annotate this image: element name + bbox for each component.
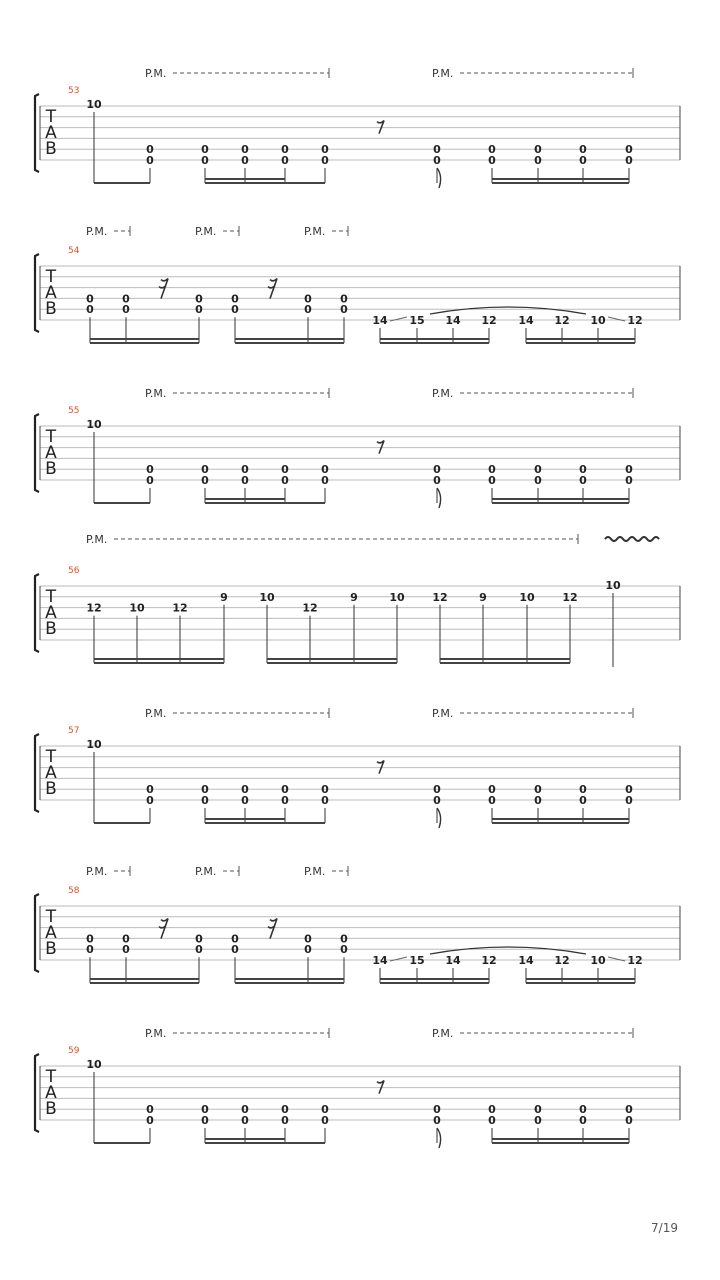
palm-mute-label: P.M. bbox=[86, 533, 108, 546]
tab-system-59 bbox=[35, 1027, 680, 1148]
tab-system-54 bbox=[35, 225, 680, 343]
fret-number: 0 bbox=[241, 783, 249, 797]
fret-number: 10 bbox=[86, 738, 102, 751]
fret-number: 0 bbox=[122, 932, 130, 946]
fret-number: 0 bbox=[534, 794, 542, 807]
fret-number: 0 bbox=[201, 783, 209, 797]
tab-clef-letter: T bbox=[45, 747, 57, 767]
tab-clef-letter: B bbox=[45, 459, 57, 479]
tab-clef-letter: A bbox=[45, 603, 57, 623]
fret-number: 0 bbox=[433, 794, 441, 807]
system-bracket bbox=[35, 574, 39, 652]
tab-system-58 bbox=[35, 865, 680, 983]
fret-number: 0 bbox=[579, 794, 587, 807]
fret-number: 0 bbox=[201, 1114, 209, 1127]
fret-number: 0 bbox=[241, 474, 249, 487]
system-bracket bbox=[35, 254, 39, 332]
fret-number: 0 bbox=[281, 143, 289, 157]
palm-mute-label: P.M. bbox=[304, 865, 326, 878]
fret-number: 0 bbox=[625, 463, 633, 477]
tab-clef-letter: T bbox=[45, 427, 57, 447]
fret-number: 0 bbox=[433, 463, 441, 477]
fret-number: 0 bbox=[304, 292, 312, 306]
tab-clef-letter: B bbox=[45, 619, 57, 639]
fret-number: 0 bbox=[281, 794, 289, 807]
palm-mute-label: P.M. bbox=[432, 387, 454, 400]
tab-clef-letter: B bbox=[45, 139, 57, 159]
fret-number: 0 bbox=[534, 474, 542, 487]
bar-number: 53 bbox=[68, 86, 80, 96]
fret-number: 0 bbox=[241, 143, 249, 157]
fret-number: 0 bbox=[231, 292, 239, 306]
palm-mute-label: P.M. bbox=[145, 387, 167, 400]
slur bbox=[430, 947, 586, 954]
fret-number: 0 bbox=[321, 143, 329, 157]
tab-clef-letter: A bbox=[45, 123, 57, 143]
fret-number: 0 bbox=[146, 154, 154, 167]
tab-system-53 bbox=[35, 67, 680, 188]
fret-number: 0 bbox=[231, 943, 239, 957]
fret-number: 0 bbox=[201, 474, 209, 487]
fret-number: 0 bbox=[579, 783, 587, 797]
fret-number: 0 bbox=[122, 303, 130, 317]
fret-number: 14 bbox=[372, 314, 388, 327]
fret-number: 0 bbox=[321, 1103, 329, 1117]
tab-clef-letter: B bbox=[45, 939, 57, 959]
tab-clef-letter: T bbox=[45, 267, 57, 287]
palm-mute-label: P.M. bbox=[432, 1027, 454, 1040]
tab-system-56 bbox=[35, 533, 680, 667]
fret-number: 0 bbox=[146, 474, 154, 487]
fret-number: 10 bbox=[590, 314, 606, 327]
fret-number: 10 bbox=[605, 579, 621, 592]
palm-mute-label: P.M. bbox=[86, 225, 108, 238]
fret-number: 0 bbox=[201, 1103, 209, 1117]
fret-number: 0 bbox=[433, 1103, 441, 1117]
note-flag bbox=[437, 808, 441, 828]
fret-number: 0 bbox=[241, 1103, 249, 1117]
fret-number: 0 bbox=[321, 154, 329, 167]
bar-number: 54 bbox=[68, 246, 80, 256]
fret-number: 0 bbox=[625, 143, 633, 157]
palm-mute-label: P.M. bbox=[145, 1027, 167, 1040]
fret-number: 0 bbox=[201, 143, 209, 157]
fret-number: 0 bbox=[281, 463, 289, 477]
tab-clef-letter: A bbox=[45, 923, 57, 943]
fret-number: 0 bbox=[201, 794, 209, 807]
fret-number: 0 bbox=[281, 1103, 289, 1117]
fret-number: 0 bbox=[304, 932, 312, 946]
fret-number: 10 bbox=[86, 98, 102, 111]
fret-number: 14 bbox=[372, 954, 388, 967]
fret-number: 0 bbox=[579, 1114, 587, 1127]
palm-mute-label: P.M. bbox=[145, 707, 167, 720]
fret-number: 12 bbox=[554, 314, 570, 327]
bar-number: 55 bbox=[68, 406, 80, 416]
fret-number: 0 bbox=[281, 474, 289, 487]
fret-number: 0 bbox=[321, 1114, 329, 1127]
note-flag bbox=[437, 168, 441, 188]
fret-number: 10 bbox=[590, 954, 606, 967]
fret-number: 12 bbox=[627, 954, 643, 967]
fret-number: 0 bbox=[195, 303, 203, 317]
fret-number: 12 bbox=[432, 590, 448, 604]
fret-number: 0 bbox=[488, 154, 496, 167]
bar-number: 57 bbox=[68, 726, 80, 736]
system-bracket bbox=[35, 94, 39, 172]
fret-number: 0 bbox=[433, 1114, 441, 1127]
fret-number: 0 bbox=[625, 794, 633, 807]
system-bracket bbox=[35, 894, 39, 972]
fret-number: 0 bbox=[195, 932, 203, 946]
tab-clef-letter: B bbox=[45, 779, 57, 799]
fret-number: 0 bbox=[195, 943, 203, 957]
tab-clef-letter: T bbox=[45, 107, 57, 127]
fret-number: 0 bbox=[86, 932, 94, 946]
palm-mute-label: P.M. bbox=[86, 865, 108, 878]
fret-number: 14 bbox=[445, 314, 461, 327]
fret-number: 0 bbox=[625, 1103, 633, 1117]
fret-number: 0 bbox=[146, 794, 154, 807]
fret-number: 0 bbox=[488, 794, 496, 807]
fret-number: 0 bbox=[433, 143, 441, 157]
fret-number: 14 bbox=[518, 314, 534, 327]
fret-number: 15 bbox=[409, 954, 425, 967]
palm-mute-label: P.M. bbox=[145, 67, 167, 80]
fret-number: 0 bbox=[488, 474, 496, 487]
fret-number: 15 bbox=[409, 314, 425, 327]
fret-number: 0 bbox=[340, 943, 348, 957]
palm-mute-label: P.M. bbox=[432, 67, 454, 80]
fret-number: 0 bbox=[579, 1103, 587, 1117]
palm-mute-label: P.M. bbox=[432, 707, 454, 720]
palm-mute-label: P.M. bbox=[195, 225, 217, 238]
fret-number: 0 bbox=[579, 154, 587, 167]
fret-number: 0 bbox=[433, 474, 441, 487]
fret-number: 9 bbox=[350, 590, 358, 604]
tab-clef-letter: A bbox=[45, 1083, 57, 1103]
fret-number: 0 bbox=[122, 292, 130, 306]
tab-system-55 bbox=[35, 387, 680, 508]
note-flag bbox=[437, 488, 441, 508]
fret-number: 0 bbox=[579, 143, 587, 157]
fret-number: 0 bbox=[146, 1103, 154, 1117]
fret-number: 0 bbox=[321, 783, 329, 797]
fret-number: 12 bbox=[562, 590, 578, 604]
fret-number: 0 bbox=[534, 783, 542, 797]
tab-clef-letter: B bbox=[45, 1099, 57, 1119]
fret-number: 0 bbox=[340, 932, 348, 946]
fret-number: 0 bbox=[231, 303, 239, 317]
note-flag bbox=[437, 1128, 441, 1148]
fret-number: 12 bbox=[627, 314, 643, 327]
fret-number: 0 bbox=[195, 292, 203, 306]
fret-number: 12 bbox=[481, 954, 497, 967]
fret-number: 0 bbox=[304, 303, 312, 317]
fret-number: 0 bbox=[86, 303, 94, 317]
fret-number: 12 bbox=[302, 601, 318, 615]
fret-number: 0 bbox=[201, 154, 209, 167]
fret-number: 10 bbox=[129, 601, 145, 615]
fret-number: 10 bbox=[519, 590, 535, 604]
fret-number: 10 bbox=[389, 590, 405, 604]
fret-number: 0 bbox=[579, 463, 587, 477]
fret-number: 12 bbox=[172, 601, 188, 615]
sixteenth-rest bbox=[159, 919, 168, 939]
fret-number: 0 bbox=[340, 292, 348, 306]
fret-number: 0 bbox=[534, 463, 542, 477]
fret-number: 12 bbox=[481, 314, 497, 327]
fret-number: 9 bbox=[220, 590, 228, 604]
bar-number: 58 bbox=[68, 886, 80, 896]
fret-number: 0 bbox=[146, 463, 154, 477]
fret-number: 0 bbox=[146, 1114, 154, 1127]
vibrato-mark bbox=[605, 537, 659, 541]
fret-number: 0 bbox=[625, 154, 633, 167]
sixteenth-rest bbox=[159, 279, 168, 299]
tab-clef-letter: A bbox=[45, 443, 57, 463]
fret-number: 0 bbox=[433, 783, 441, 797]
fret-number: 0 bbox=[488, 463, 496, 477]
tab-clef-letter: A bbox=[45, 283, 57, 303]
fret-number: 10 bbox=[259, 590, 275, 604]
fret-number: 0 bbox=[231, 932, 239, 946]
fret-number: 0 bbox=[241, 1114, 249, 1127]
fret-number: 0 bbox=[534, 154, 542, 167]
sixteenth-rest bbox=[268, 279, 277, 299]
tab-clef-letter: A bbox=[45, 763, 57, 783]
tab-system-57 bbox=[35, 707, 680, 828]
fret-number: 10 bbox=[86, 1058, 102, 1071]
fret-number: 0 bbox=[625, 474, 633, 487]
fret-number: 10 bbox=[86, 418, 102, 431]
page-number: 7/19 bbox=[651, 1221, 678, 1235]
fret-number: 0 bbox=[321, 474, 329, 487]
bar-number: 59 bbox=[68, 1046, 80, 1056]
fret-number: 0 bbox=[340, 303, 348, 317]
fret-number: 0 bbox=[625, 1114, 633, 1127]
fret-number: 0 bbox=[281, 1114, 289, 1127]
fret-number: 0 bbox=[488, 1103, 496, 1117]
fret-number: 0 bbox=[579, 474, 587, 487]
fret-number: 14 bbox=[445, 954, 461, 967]
fret-number: 0 bbox=[146, 783, 154, 797]
fret-number: 0 bbox=[146, 143, 154, 157]
fret-number: 0 bbox=[201, 463, 209, 477]
fret-number: 0 bbox=[241, 794, 249, 807]
fret-number: 0 bbox=[86, 943, 94, 957]
system-bracket bbox=[35, 414, 39, 492]
fret-number: 0 bbox=[304, 943, 312, 957]
fret-number: 0 bbox=[122, 943, 130, 957]
fret-number: 0 bbox=[241, 154, 249, 167]
fret-number: 0 bbox=[625, 783, 633, 797]
fret-number: 0 bbox=[488, 1114, 496, 1127]
tab-clef-letter: T bbox=[45, 1067, 57, 1087]
fret-number: 0 bbox=[534, 1103, 542, 1117]
fret-number: 12 bbox=[554, 954, 570, 967]
palm-mute-label: P.M. bbox=[195, 865, 217, 878]
system-bracket bbox=[35, 1054, 39, 1132]
fret-number: 0 bbox=[281, 154, 289, 167]
fret-number: 0 bbox=[321, 463, 329, 477]
fret-number: 0 bbox=[321, 794, 329, 807]
bar-number: 56 bbox=[68, 566, 80, 576]
fret-number: 0 bbox=[86, 292, 94, 306]
fret-number: 14 bbox=[518, 954, 534, 967]
fret-number: 12 bbox=[86, 601, 102, 615]
fret-number: 0 bbox=[488, 143, 496, 157]
fret-number: 0 bbox=[534, 1114, 542, 1127]
sixteenth-rest bbox=[268, 919, 277, 939]
tab-clef-letter: T bbox=[45, 587, 57, 607]
fret-number: 0 bbox=[241, 463, 249, 477]
fret-number: 0 bbox=[433, 154, 441, 167]
tab-clef-letter: T bbox=[45, 907, 57, 927]
slur bbox=[430, 307, 586, 314]
system-bracket bbox=[35, 734, 39, 812]
fret-number: 0 bbox=[488, 783, 496, 797]
tab-clef-letter: B bbox=[45, 299, 57, 319]
fret-number: 0 bbox=[281, 783, 289, 797]
palm-mute-label: P.M. bbox=[304, 225, 326, 238]
fret-number: 9 bbox=[479, 590, 487, 604]
fret-number: 0 bbox=[534, 143, 542, 157]
